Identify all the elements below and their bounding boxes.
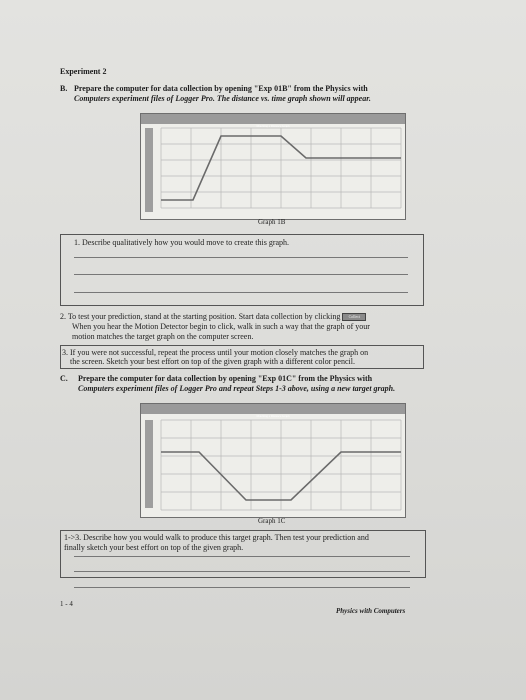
graph-1b-titlebar (141, 114, 405, 124)
graph-1b (140, 113, 406, 220)
question-3-line-1: 3. If you were not successful, repeat the process until your motion closely matches the graph on (62, 348, 369, 357)
question-1-text: 1. Describe qualitatively how you would move to create this graph. (74, 238, 290, 247)
section-b-letter: B. (60, 84, 68, 93)
graph-1c-header: Matching a Distance Graph (256, 414, 290, 418)
experiment-title: Experiment 2 (60, 67, 107, 76)
graph-1c-plot (141, 404, 405, 517)
answer-line-4[interactable] (74, 556, 410, 557)
section-c-letter: C. (60, 374, 68, 383)
section-c-line-1: Prepare the computer for data collection by opening "Exp 01C" from the Physics with (78, 374, 373, 383)
graph-1b-grid (161, 128, 401, 208)
question-2-line-3: motion matches the target graph on the computer screen. (72, 332, 254, 341)
question-1-3-line-1: 1->3. Describe how you would walk to produce this target graph. Then test your prediction and (64, 533, 369, 542)
collect-button-icon: Collect (342, 313, 366, 321)
graph-1c (140, 403, 406, 518)
graph-1b-y-axis-label (145, 128, 153, 212)
book-title: Physics with Computers (336, 607, 406, 615)
answer-line-2[interactable] (74, 274, 408, 275)
answer-line-6[interactable] (74, 587, 410, 588)
graph-1b-plot (141, 114, 405, 219)
section-c-line-2: Computers experiment files of Logger Pro and repeat Steps 1-3 above, using a new target graph. (78, 384, 396, 393)
answer-line-1[interactable] (74, 257, 408, 258)
answer-line-5[interactable] (74, 571, 410, 572)
graph-1c-titlebar (141, 404, 405, 414)
question-2-line-2: When you hear the Motion Detector begin to click, walk in such a way that the graph of your (72, 322, 370, 331)
graph-1b-header: Matching a Distance Graph (256, 124, 290, 128)
graph-1c-grid (161, 420, 401, 510)
page-number: 1 - 4 (60, 600, 73, 608)
section-b-line-2: Computers experiment files of Logger Pro. The distance vs. time graph shown will appear. (74, 94, 371, 103)
answer-line-3[interactable] (74, 292, 408, 293)
question-3-line-2: the screen. Sketch your best effort on top of the given graph with a different color pencil. (70, 357, 355, 366)
graph-1c-caption: Graph 1C (258, 517, 286, 525)
question-2-line-1-text: 2. To test your prediction, stand at the starting position. Start data collection by clicking (60, 312, 341, 321)
question-2-line-1 (60, 312, 366, 321)
graph-1b-caption: Graph 1B (258, 218, 286, 226)
graph-1c-y-axis-label (145, 420, 153, 508)
question-1-3-line-2: finally sketch your best effort on top of the given graph. (64, 543, 244, 552)
section-b-line-1: Prepare the computer for data collection by opening "Exp 01B" from the Physics with (74, 84, 368, 93)
